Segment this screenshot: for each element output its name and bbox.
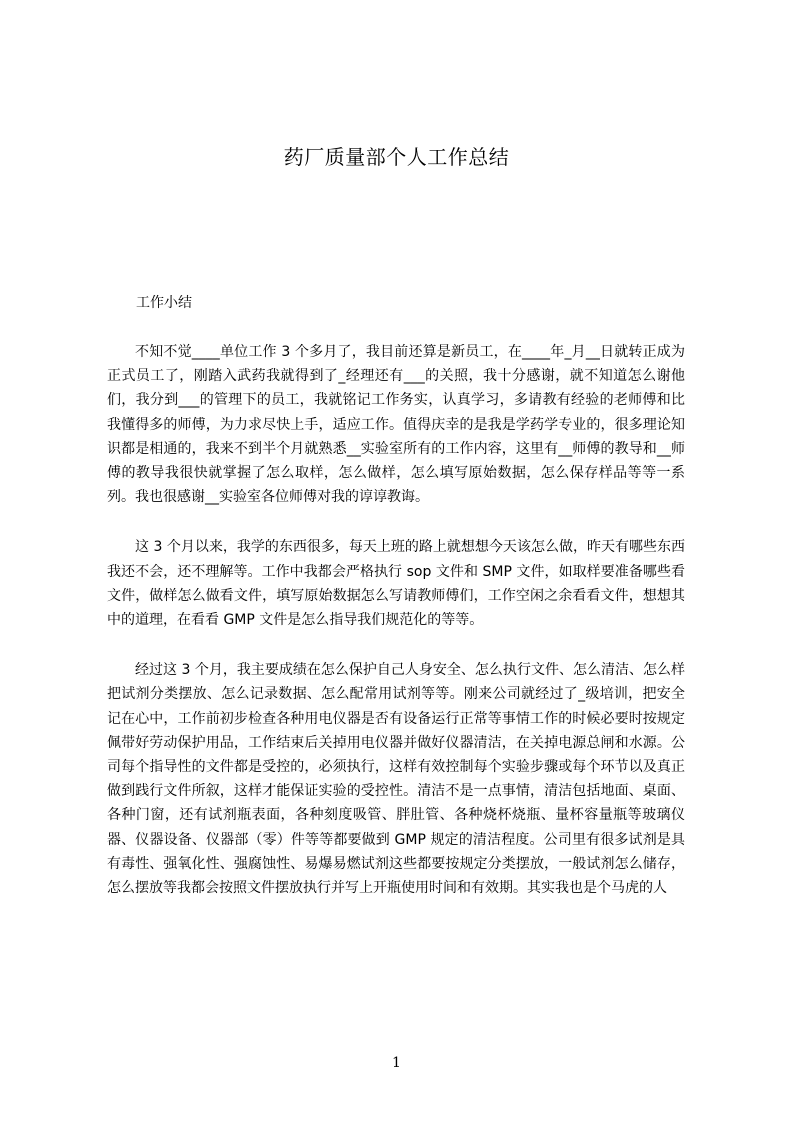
page-title: 药厂质量部个人工作总结 <box>283 145 510 169</box>
paragraph-2: 这 3 个月以来，我学的东西很多，每天上班的路上就想想今天该怎么做，昨天有哪些东西我还不会，还不理解等。工作中我都会严格执行 sop 文件和 SMP 文件，如取样要准备哪些看文件，做样怎么做看文件，填写原始数据怎么写请教师傅们，工作空闲之余看看文件，想想其中的道理，在看看 GMP 文件是怎么指导我们规范化的等等。 <box>107 539 685 629</box>
body-text <box>107 340 685 926</box>
section-subtitle: 工作小结 <box>136 295 192 311</box>
paragraph-1: 不知不觉____单位工作 3 个多月了，我目前还算是新员工，在____年_月__日就转正成为正式员工了，刚踏入武药我就得到了_经理还有___的关照，我十分感谢，就不知道怎么谢他们，我分到___的管理下的员工，我就铭记工作务实，认真学习，多请教有经验的老师傅和比我懂得多的师傅，为力求尽快上手，适应工作。值得庆幸的是我是学药学专业的，很多理论知识都是相通的，我来不到半个月就熟悉__实验室所有的工作内容，这里有__师傅的教导和__师傅的教导我很快就掌握了怎么取样，怎么做样，怎么填写原始数据，怎么保存样品等等一系列。我也很感谢__实验室各位师傅对我的谆谆教诲。 <box>107 344 685 506</box>
paragraph-3: 经过这 3 个月，我主要成绩在怎么保护自己人身安全、怎么执行文件、怎么清洁、怎么样把试剂分类摆放、怎么记录数据、怎么配常用试剂等等。刚来公司就经过了_级培训，把安全记在心中，工作前初步检查各种用电仪器是否有设备运行正常等事情工作的时候必要时按规定佩带好劳动保护用品，工作结束后关掉用电仪器并做好仪器清洁，在关掉电源总闸和水源。公司每个指导性的文件都是受控的，必须执行，这样有效控制每个实验步骤或每个环节以及真正做到践行文件所叙，这样才能保证实验的受控性。清洁不是一点事情，清洁包括地面、桌面、各种门窗，还有试剂瓶表面，各种刻度吸管、胖肚管、各种烧杯烧瓶、量杯容量瓶等玻璃仪器、仪器设备、仪器部（零）件等等都要做到 GMP 规定的清洁程度。公司里有很多试剂是具有毒性、强氧化性、强腐蚀性、易爆易燃试剂这些都要按规定分类摆放，一般试剂怎么储存，怎么摆放等我都会按照文件摆放执行并写上开瓶使用时间和有效期。其实我也是个马虎的人 <box>107 662 685 897</box>
page-number: 1 <box>392 1055 401 1071</box>
